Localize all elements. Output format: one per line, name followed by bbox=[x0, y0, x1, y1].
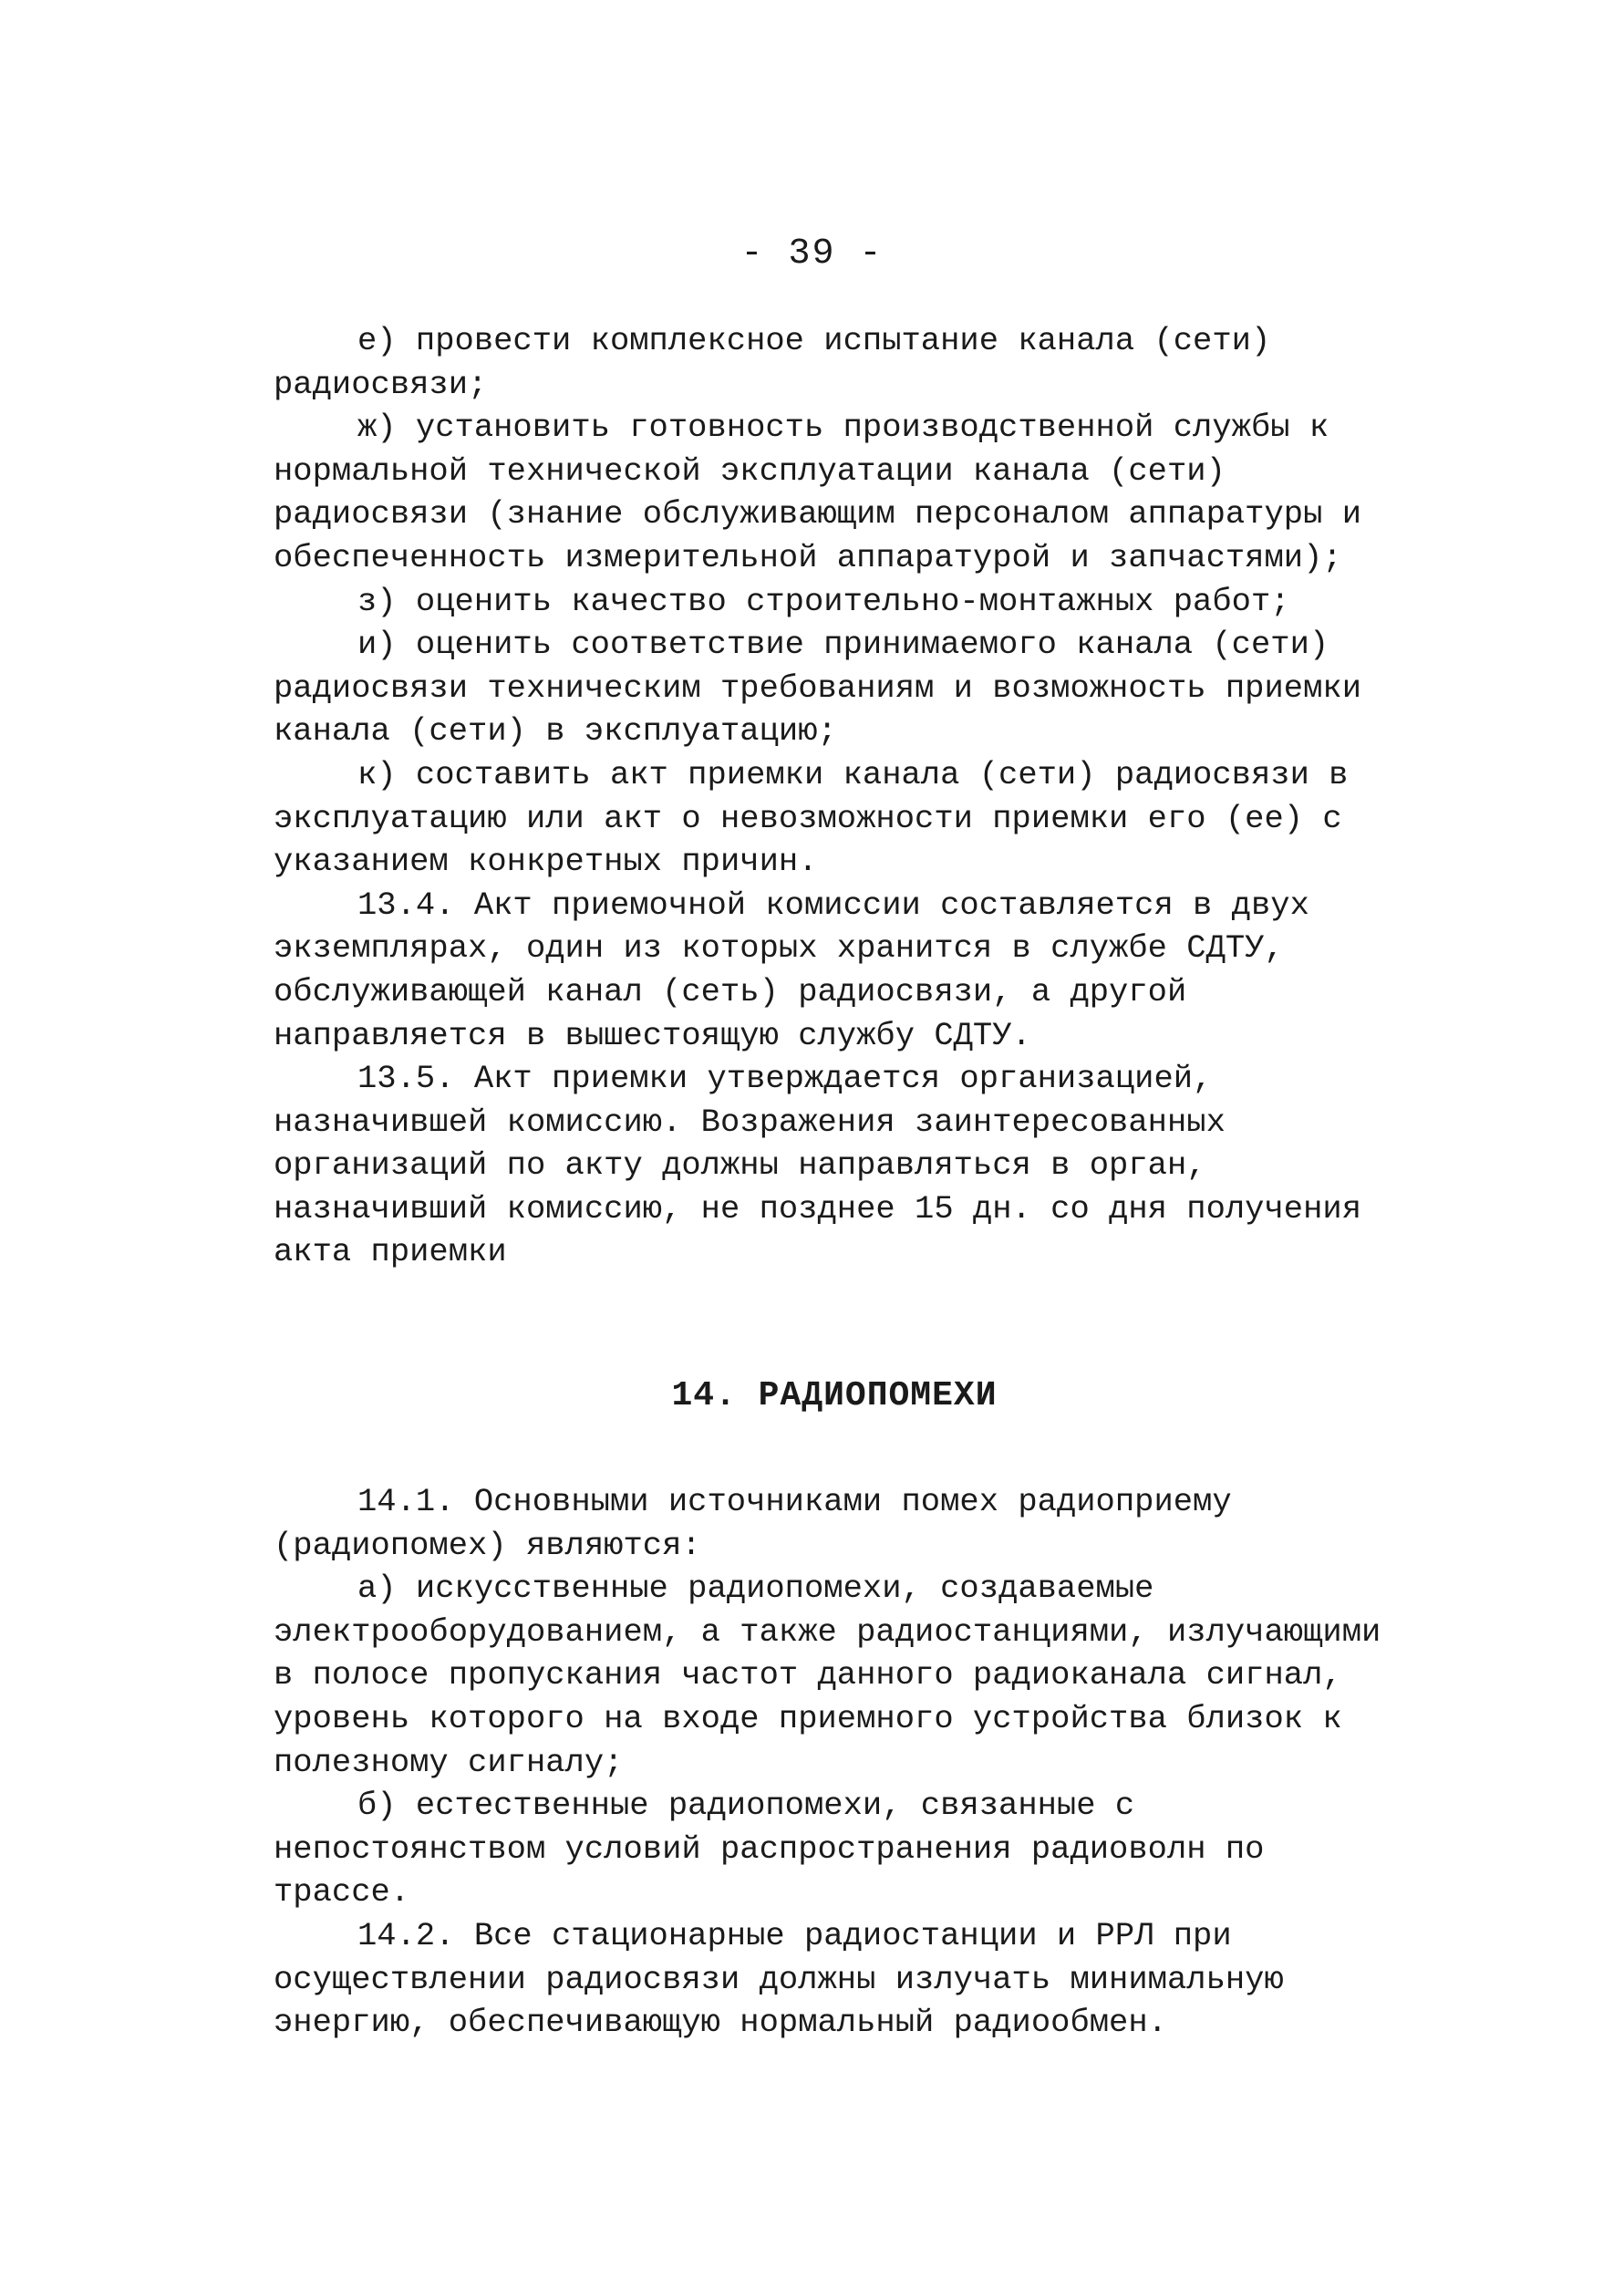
clause-13-4: 13.4. Акт приемочной комиссии составляется в двух экземплярах, один из которых хранится в службе СДТУ, обслуживающей канал (сеть) радиосвязи, а другой направляется в вышестоящую службу СДТУ. bbox=[274, 886, 1309, 1054]
item-z: з) оценить качество строительно-монтажных работ; bbox=[357, 582, 1290, 620]
item-i: и) оценить соответствие принимаемого канала (сети) радиосвязи техническим требованиям и возможность приемки канала (сети) в эксплуатацию; bbox=[274, 626, 1361, 751]
item-e: е) провести комплексное испытание канала (сети) радиосвязи; bbox=[274, 322, 1271, 403]
item-b: б) естественные радиопомехи, связанные с непостоянством условий распространения радиоволн по трассе. bbox=[274, 1787, 1265, 1912]
clause-13-5: 13.5. Акт приемки утверждается организацией, назначившей комиссию. Возражения заинтересованных организаций по акту должны направляться в орган, назначивший комиссию, не позднее 15 дн. со дня получения акта приемки bbox=[274, 1060, 1361, 1271]
item-k: к) составить акт приемки канала (сети) радиосвязи в эксплуатацию или акт о невозможности приемки его (ее) с указанием конкретных причин. bbox=[274, 755, 1349, 881]
item-a: а) искусственные радиопомехи, создаваемые электрооборудованием, а также радиостанциями, излучающими в полосе пропускания частот данного радиоканала сигнал, уровень которого на входе приемного устройства близок к полезному сигналу; bbox=[274, 1570, 1381, 1781]
section-14-heading: 14. РАДИОПОМЕХИ bbox=[671, 1376, 998, 1416]
page-body bbox=[274, 319, 1395, 2045]
clause-14-1: 14.1. Основными источниками помех радиоприему (радиопомех) являются: bbox=[274, 1483, 1232, 1564]
clause-14-2: 14.2. Все стационарные радиостанции и РРЛ при осуществлении радиосвязи должны излучать минимальную энергию, обеспечивающую нормальный радиообмен. bbox=[274, 1917, 1284, 2042]
item-zh: ж) установить готовность производственной службы к нормальной технической эксплуатации канала (сети) радиосвязи (знание обслуживающим персоналом аппаратуры и обеспеченность измерительной аппаратурой и запчастями); bbox=[274, 409, 1361, 576]
page-number: - 39 - bbox=[740, 233, 884, 275]
